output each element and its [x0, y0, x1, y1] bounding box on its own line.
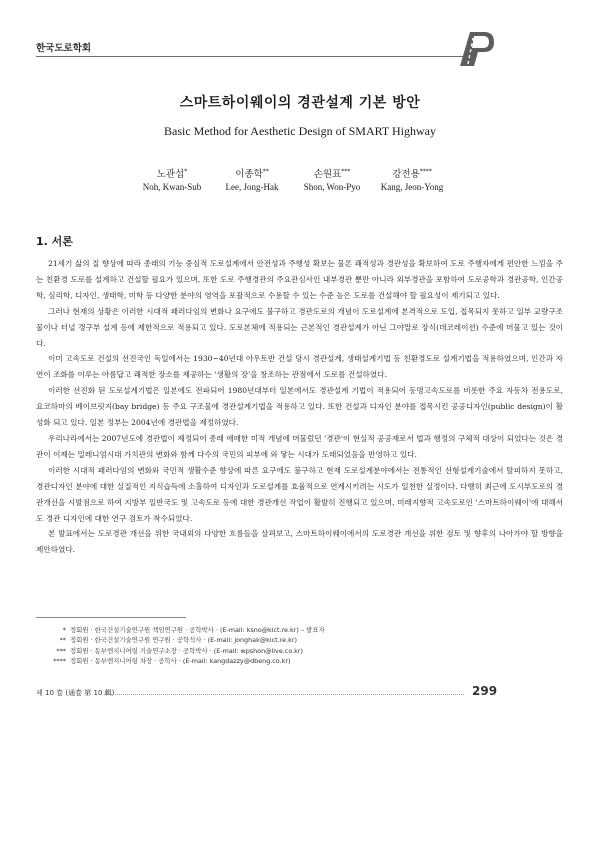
author-mark: ** [262, 167, 269, 175]
paragraph: 본 발표에서는 도로경관 개선을 위한 국내외의 다양한 흐름들을 살펴보고, 스마트하이웨이에서의 도로경관 개선을 위한 검토 및 향후의 나아가야 할 방향을 제안하였다. [36, 529, 563, 555]
author-name-ko: 강전용 [392, 169, 420, 180]
footnote-text: 정회원 · 동부엔지니어링 기술연구소장 · 공학박사 · (E-mail: wpshon@live.co.kr) [70, 646, 303, 655]
body-text [36, 256, 563, 558]
footnote-rule [36, 617, 186, 618]
footnote [44, 656, 564, 666]
author-name-ko: 이종학 [235, 169, 263, 180]
author-4 [372, 166, 452, 192]
footnote-mark: **** [53, 656, 66, 665]
footnote [44, 635, 564, 645]
paper-title-korean: 스마트하이웨이의 경관설계 기본 방안 [179, 95, 421, 111]
page-number: 299 [472, 684, 498, 698]
author-mark: *** [341, 167, 351, 175]
footnote [44, 625, 564, 635]
author-name-en: Lee, Jong-Hak [225, 182, 279, 192]
author-name-en: Kang, Jeon-Yong [380, 182, 444, 192]
author-name-ko: 노관섭 [156, 169, 185, 180]
author-name-en: Noh, Kwan-Sub [142, 182, 202, 192]
footer-dotted-rule [104, 694, 464, 695]
paragraph: 21세기 삶의 질 향상에 따라 종래의 기능 중심적 도로설계에서 안전성과 주행성 확보는 물론 쾌적성과 경관성을 확보하여 도로 주행자에게 편안한 느낌을 주는 친환경 도로를 설계하고 건설할 필요가 있으며, 또한 도로 주행경관의 주요관심사인 내부경관 뿐만 아니라 외부경관을 포함하여 도로공학과 경관공학, 인간공학, 심리학, 디자인, 생태학, 미학 등 다양한 분야의 영역을 포괄적으로 수용할 수 있는 수준 높은 도로를 건설해야 할 필요성이 제기되고 있다. [36, 259, 563, 300]
paragraph: 이러한 시대적 패러다임의 변화와 국민적 생활수준 향상에 따른 요구에도 불구하고 현재 도로설계분야에서는 전통적인 선형설계기술에서 탈피하지 못하고, 경관디자인 분야에 대한 실질적인 지식습득에 소홀하여 디자인과 도로설계를 효율적으로 연계시키려는 시도가 일천한 실정이다. 다행히 최근에 도시부도로의 경관개선을 시발점으로 하여 지방부 일반국도 및 고속도로 등에 대한 경관개선 작업이 활발히 진행되고 있으며, 미래지향적 고속도로인 '스마트하이웨이'에 대해서도 경관 디자인에 대한 연구 검토가 착수되었다. [36, 465, 563, 523]
footnote-text: 정회원 · 한국건설기술연구원 연구원 · 공학석사 · (E-mail: jonghak@kict.re.kr) [70, 636, 297, 645]
road-p-logo-icon [456, 26, 498, 68]
footnote-text: 정회원 · 동부엔지니어링 차장 · 공학사 · (E-mail: kangdazzy@dbeng.co.kr) [70, 656, 291, 665]
paragraph: 이러한 선진화 된 도로설계기법은 일본에도 전파되어 1980년대부터 일본에서도 경관설계 기법이 적용되어 동명고속도로를 비롯한 주요 자동차 전용도로, 요코하마의 베이브릿지(bay bridge) 등 주요 구조물에 경관설계기법을 적용하고 있다. 또한 건설과 디자인 분야를 접목시킨 공공디자인(public design)이 활성화 되고 있다. 일본 정부는 2004년에 경관법을 제정하였다. [36, 386, 563, 428]
author-name-ko: 손원표 [313, 169, 342, 180]
paragraph: 우리나라에서는 2007년도에 경관법이 제정되어 종래 애매한 미적 개념에 머물렀던 '경관'이 현실적 공공재로서 법과 행정의 구체적 대상이 되었다는 것은 경관이 이제는 밀레니엄시대 가치관의 변화와 함께 다수의 국민의 피부에 와 닿는 시대가 도래되었음을 반영하고 있다. [36, 433, 563, 459]
journal-name: 한국도로학회 [36, 43, 92, 54]
paragraph: 그러나 현재의 상황은 이러한 시대적 패러다임의 변화나 요구에도 불구하고 경관도로의 개념이 도로설계에 본격적으로 도입, 접목되지 못하고 일부 교량구조물이나 터널 갱구부 설계 등에 제한적으로 적용되고 있다. 도로본체에 적용되는 근본적인 경관설계가 아닌 그야말로 장식(데코레이션) 수준에 머물고 있는 것이다. [36, 306, 563, 348]
section-heading: 1. 서론 [36, 235, 73, 248]
author-3 [292, 166, 372, 192]
footnote-mark: * [62, 626, 66, 634]
footnote-mark: *** [56, 646, 66, 655]
footnotes [44, 625, 564, 666]
footnote-text: 정회원 · 한국건설기술연구원 책임연구원 · 공학박사 · (E-mail: ksno@kict.re.kr) – 발표자 [70, 626, 325, 634]
header-rule [36, 56, 476, 57]
author-list [132, 166, 444, 196]
author-1 [132, 166, 212, 192]
author-name-en: Shon, Won-Pyo [303, 182, 361, 192]
paper-title-english: Basic Method for Aesthetic Design of SMART Highway [163, 124, 437, 138]
paragraph: 이미 고속도로 건설의 선진국인 독일에서는 1930~40년대 아우토반 건설 당시 경관설계, 생태설계기법 등 친환경도로 설계기법을 적용하였으며, 인간과 자연이 조화를 이루는 아름답고 쾌적한 장소를 제공하는 '생활의 장'을 창조하는 관점에서 도로를 건설하였다. [36, 354, 563, 380]
volume-info: 제 10 卷 (通卷 第 10 輯) [36, 689, 115, 697]
author-mark: **** [419, 167, 432, 175]
author-mark: * [184, 167, 188, 175]
footnote-mark: ** [59, 636, 66, 645]
footnote [44, 646, 564, 656]
author-2 [212, 166, 292, 192]
